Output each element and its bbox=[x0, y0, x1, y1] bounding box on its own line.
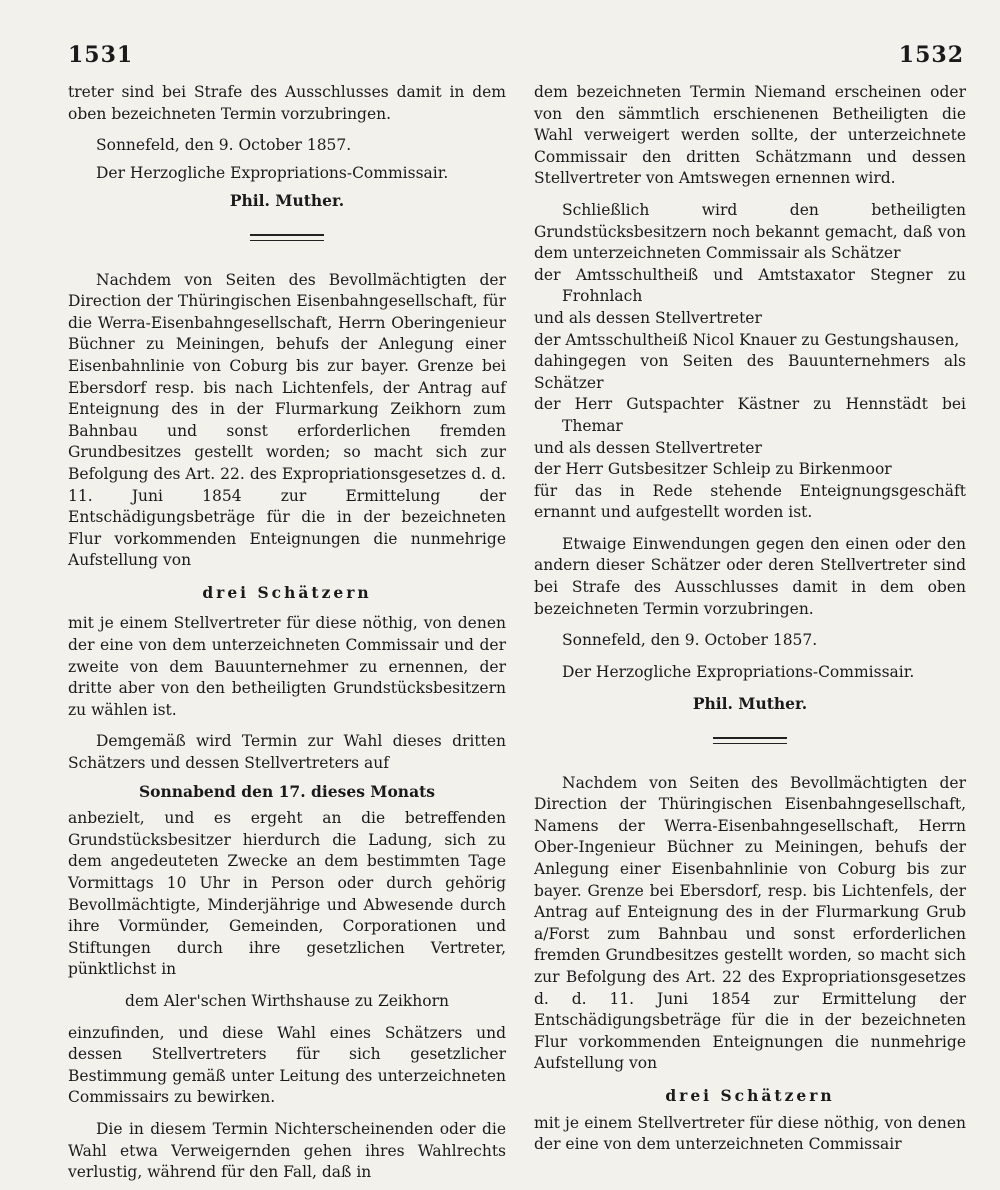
notice-paragraph: anbezielt, und es ergeht an die betreffenden Grundstücksbesitzer hierdurch die Ladung, sich zu dem angedeuteten Zwecke an dem bestimmten Tage Vormittags 10 Uhr in Person oder durch gehörig Bevollmächtigte, Minderjährige und Abwesende durch ihre Vormünder, Gemeinden, Corporationen und Stiftungen durch ihre gesetzlichen Vertreter, pünktlichst in bbox=[68, 809, 506, 979]
signature: Phil. Muther. bbox=[692, 694, 808, 714]
section-divider bbox=[534, 729, 966, 751]
section-divider bbox=[68, 226, 506, 248]
appointee-entry: der Amtsschultheiß Nicol Knauer zu Gestungshausen, bbox=[534, 330, 960, 349]
notice-paragraph: Die in diesem Termin Nichterscheinenden oder die Wahl etwa Verweigernden gehen ihres Wahlrechts verlustig, während für den Fall, daß in bbox=[68, 1119, 506, 1182]
notice-paragraph: Demgemäß wird Termin zur Wahl dieses dritten Schätzers und dessen Stellvertreters auf bbox=[68, 732, 506, 773]
left-column bbox=[68, 82, 506, 1184]
appointee-entry: der Herr Gutspachter Kästner zu Hennstädt bei Themar bbox=[534, 395, 966, 435]
appointment-date: Sonnabend den 17. dieses Monats bbox=[138, 781, 436, 801]
appointee-entry: und als dessen Stellvertreter bbox=[534, 438, 762, 457]
appointee-entry: der Herr Gutsbesitzer Schleip zu Birkenmoor bbox=[534, 460, 892, 479]
date-line: Sonnefeld, den 9. October 1857. bbox=[96, 136, 352, 155]
notice-paragraph: Etwaige Einwendungen gegen den einen oder den andern dieser Schätzer oder deren Stellvertreter sind bei Strafe des Ausschlusses damit in dem oben bezeichneten Termin vorzubringen. bbox=[534, 534, 966, 618]
spaced-heading: drei Schätzern bbox=[202, 582, 372, 602]
appointee-entry: dahingegen von Seiten des Bauunternehmers als Schätzer bbox=[534, 352, 966, 392]
notice-paragraph: mit je einem Stellvertreter für diese nöthig, von denen der eine von dem unterzeichneten Commissair und der zweite von dem Bauunternehmer zu ernennen, der dritte aber von den betheiligten Grundstücksbesitzern zu wählen ist. bbox=[68, 614, 506, 719]
notice-paragraph: Schließlich wird den betheiligten Grundstücksbesitzern noch bekannt gemacht, daß von dem unterzeichneten Commissair als Schätzer bbox=[534, 200, 966, 263]
appointee-entry: der Amtsschultheiß und Amtstaxator Stegner zu Frohnlach bbox=[534, 265, 966, 306]
page-number-left: 1531 bbox=[68, 42, 134, 68]
office-line: Der Herzogliche Expropriations-Commissair. bbox=[96, 163, 449, 182]
appointee-entry: für das in Rede stehende Enteignungsgeschäft ernannt und aufgestellt worden ist. bbox=[534, 481, 966, 522]
notice-paragraph: Nachdem von Seiten des Bevollmächtigten der Direction der Thüringischen Eisenbahngesellschaft, für die Werra-Eisenbahngesellschaft, Herrn Oberingenieur Büchner zu Meiningen, behufs der Anlegung einer Eisenbahnlinie von Coburg bis zur bayer. Grenze bei Ebersdorf resp. bis nach Lichtenfels, der Antrag auf Enteignung des in der Flurmarkung Zeikhorn zum Bahnbau und sonst erforderlichen fremden Grundbesitzes gestellt worden; so macht sich zur Befolgung des Art. 22. des Expropriationsgesetzes d. d. 11. Juni 1854 zur Ermittelung der Entschädigungsbeträge für die in der bezeichneten Flur vorkommenden Enteignungen die nunmehrige Aufstellung von bbox=[68, 270, 506, 570]
date-line: Sonnefeld, den 9. October 1857. bbox=[562, 631, 818, 650]
spaced-heading: drei Schätzern bbox=[665, 1085, 835, 1105]
appointment-place: dem Aler'schen Wirthshause zu Zeikhorn bbox=[125, 991, 449, 1010]
notice-paragraph: mit je einem Stellvertreter für diese nöthig, von denen der eine von dem unterzeichneten Commissair bbox=[534, 1113, 966, 1154]
right-column bbox=[534, 82, 966, 1156]
continuation-paragraph: dem bezeichneten Termin Niemand erscheinen oder von den sämmtlich erschienenen Betheiligten die Wahl verweigert werden sollte, der unterzeichnete Commissair den dritten Schätzmann und dessen Stellvertreter von Amtswegen ernennen wird. bbox=[534, 83, 966, 188]
notice-paragraph: Nachdem von Seiten des Bevollmächtigten der Direction der Thüringischen Eisenbahngesellschaft, Namens der Werra-Eisenbahngesellschaft, Herrn Ober-Ingenieur Büchner zu Meiningen, behufs der Anlegung einer Eisenbahnlinie von Coburg bis zur bayer. Grenze bei Ebersdorf, resp. bis Lichtenfels, der Antrag auf Enteignung des in der Flurmarkung Grub a/Forst zum Bahnbau und sonst erforderlichen fremden Grundbesitzes gestellt worden, so macht sich zur Befolgung des Art. 22 des Expropriationsgesetzes d. d. 11. Juni 1854 zur Ermittelung der Entschädigungsbeträge für die in der bezeichneten Flur vorkommenden Enteignungen die nunmehrige Aufstellung von bbox=[534, 773, 966, 1073]
notice-paragraph: einzufinden, und diese Wahl eines Schätzers und dessen Stellvertreters für sich gesetzlicher Bestimmung gemäß unter Leitung des unterzeichneten Commissairs zu bewirken. bbox=[68, 1023, 506, 1107]
appointee-entry: und als dessen Stellvertreter bbox=[534, 308, 762, 327]
office-line: Der Herzogliche Expropriations-Commissair. bbox=[562, 662, 915, 681]
continuation-paragraph: treter sind bei Strafe des Ausschlusses damit in dem oben bezeichneten Termin vorzubringen. bbox=[68, 83, 506, 123]
signature: Phil. Muther. bbox=[229, 191, 345, 211]
page-number-right: 1532 bbox=[898, 42, 964, 68]
